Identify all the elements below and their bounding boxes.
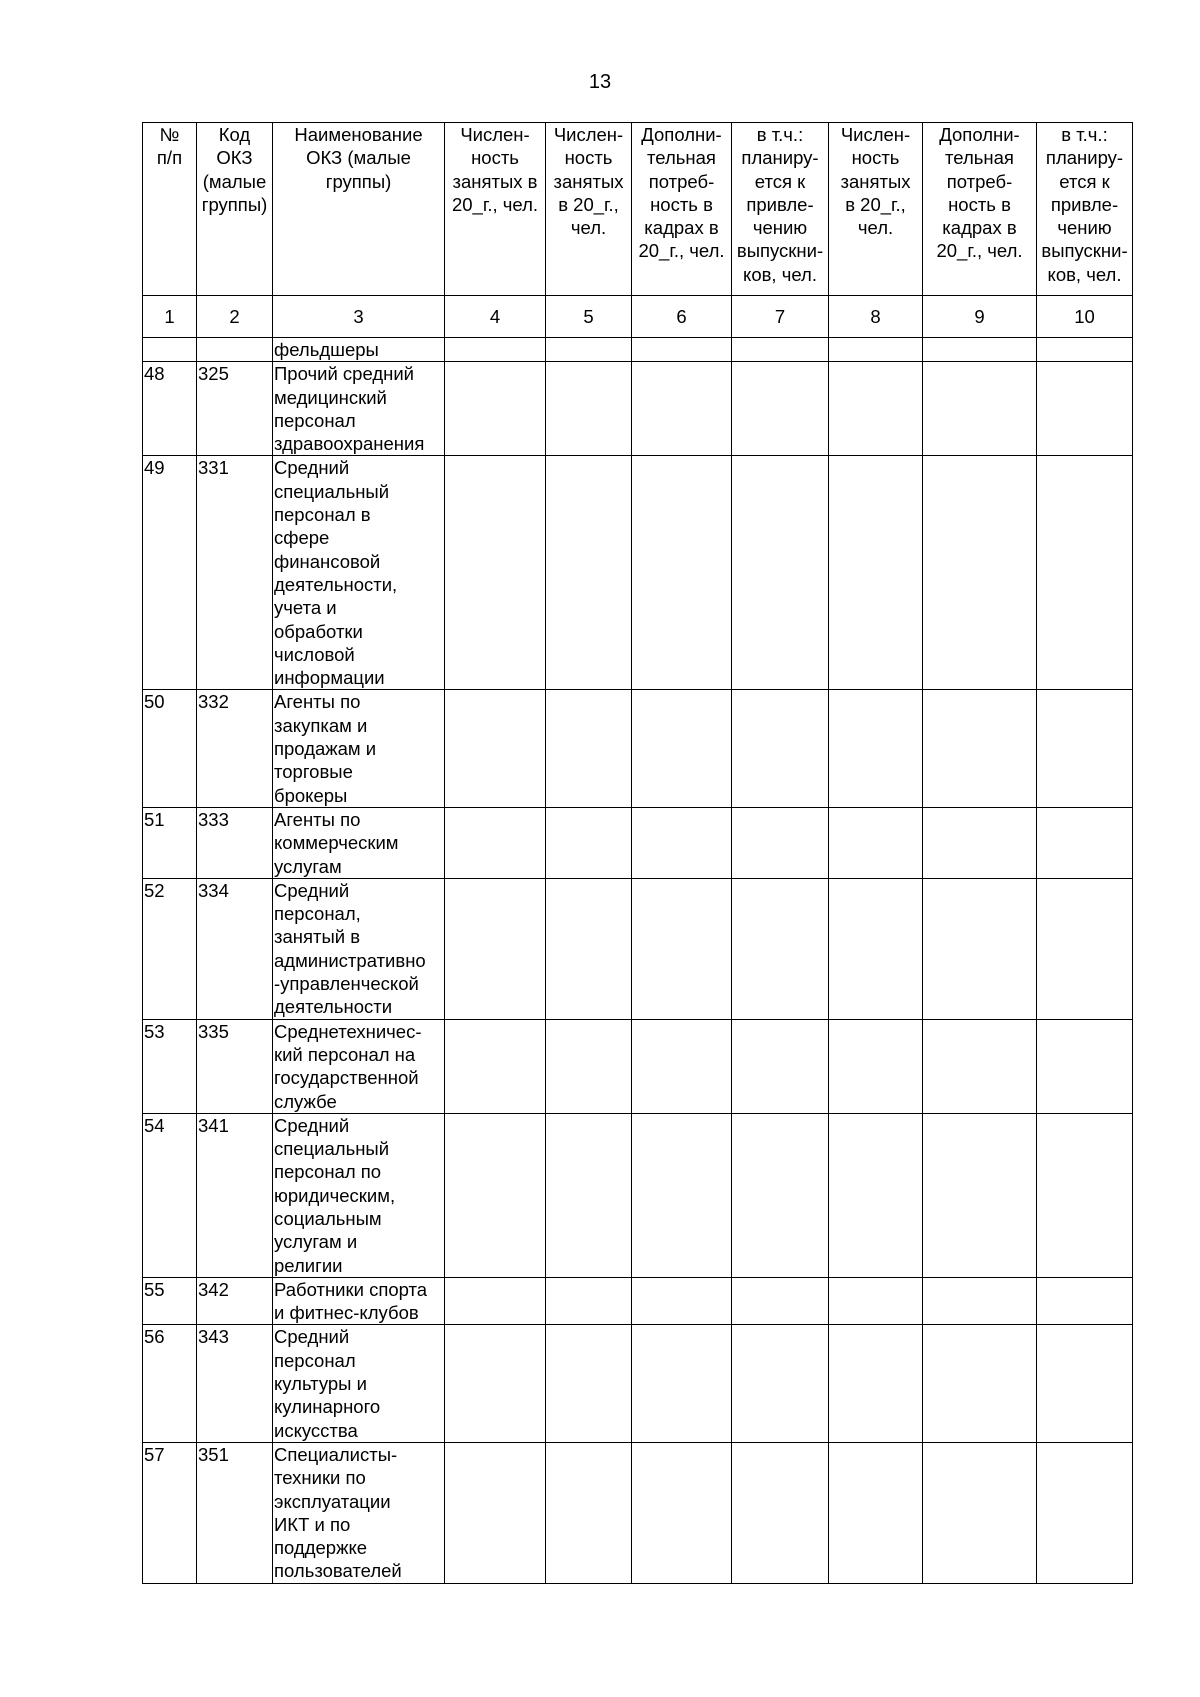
empty-cell <box>1037 362 1133 456</box>
empty-cell <box>732 1325 829 1442</box>
column-number: 7 <box>732 296 829 338</box>
header-cell: Дополни- тельная потреб- ность в кадрах в 20_г., чел. <box>632 123 732 296</box>
empty-cell <box>445 362 546 456</box>
okz-code: 335 <box>197 1019 273 1113</box>
empty-cell <box>546 878 632 1019</box>
column-number: 3 <box>273 296 445 338</box>
table-body <box>143 338 1133 1584</box>
empty-cell <box>632 456 732 690</box>
header-cell: Наименование ОКЗ (малые группы) <box>273 123 445 296</box>
empty-cell <box>546 1277 632 1325</box>
empty-cell <box>445 807 546 878</box>
header-cell: Числен- ность занятых в 20_г., чел. <box>445 123 546 296</box>
group-name: Среднетехничес- кий персонал на государственной службе <box>273 1019 445 1113</box>
okz-code: 333 <box>197 807 273 878</box>
table-row <box>143 1113 1133 1277</box>
column-number: 2 <box>197 296 273 338</box>
empty-cell <box>923 1277 1037 1325</box>
empty-cell <box>445 1113 546 1277</box>
empty-cell <box>829 456 923 690</box>
empty-cell <box>923 456 1037 690</box>
empty-cell <box>732 690 829 807</box>
empty-cell <box>632 1325 732 1442</box>
empty-cell <box>632 878 732 1019</box>
empty-cell <box>445 690 546 807</box>
row-number: 50 <box>143 690 197 807</box>
row-number: 56 <box>143 1325 197 1442</box>
column-number: 4 <box>445 296 546 338</box>
column-number: 8 <box>829 296 923 338</box>
empty-cell <box>732 1442 829 1583</box>
empty-cell <box>1037 1113 1133 1277</box>
empty-cell <box>829 1277 923 1325</box>
empty-cell <box>732 362 829 456</box>
empty-cell <box>732 338 829 362</box>
okz-code: 341 <box>197 1113 273 1277</box>
empty-cell <box>546 1325 632 1442</box>
header-cell: в т.ч.: планиру- ется к привле- чению выпускни- ков, чел. <box>732 123 829 296</box>
empty-cell <box>546 362 632 456</box>
okz-code: 325 <box>197 362 273 456</box>
row-number: 53 <box>143 1019 197 1113</box>
column-number: 5 <box>546 296 632 338</box>
empty-cell <box>732 1113 829 1277</box>
empty-cell <box>732 878 829 1019</box>
empty-cell <box>1037 456 1133 690</box>
empty-cell <box>1037 1019 1133 1113</box>
empty-cell <box>546 690 632 807</box>
empty-cell <box>923 878 1037 1019</box>
empty-cell <box>923 690 1037 807</box>
empty-cell <box>923 362 1037 456</box>
group-name: Специалисты- техники по эксплуатации ИКТ и по поддержке пользователей <box>273 1442 445 1583</box>
empty-cell <box>829 807 923 878</box>
table-row <box>143 456 1133 690</box>
okz-code: 342 <box>197 1277 273 1325</box>
table-row <box>143 1019 1133 1113</box>
row-number: 48 <box>143 362 197 456</box>
row-number: 57 <box>143 1442 197 1583</box>
empty-cell <box>732 1277 829 1325</box>
row-number: 55 <box>143 1277 197 1325</box>
group-name: Агенты по закупкам и продажам и торговые брокеры <box>273 690 445 807</box>
group-name: Средний специальный персонал по юридическим, социальным услугам и религии <box>273 1113 445 1277</box>
empty-cell <box>1037 878 1133 1019</box>
table-row <box>143 362 1133 456</box>
empty-cell <box>445 1019 546 1113</box>
empty-cell <box>829 1019 923 1113</box>
empty-cell <box>1037 690 1133 807</box>
header-cell: Код ОКЗ (малые группы) <box>197 123 273 296</box>
empty-cell <box>1037 1325 1133 1442</box>
group-name: Средний персонал культуры и кулинарного искусства <box>273 1325 445 1442</box>
column-number: 1 <box>143 296 197 338</box>
table-row <box>143 690 1133 807</box>
empty-cell <box>1037 1277 1133 1325</box>
empty-cell <box>445 1277 546 1325</box>
empty-cell <box>1037 338 1133 362</box>
empty-cell <box>445 1442 546 1583</box>
empty-cell <box>732 807 829 878</box>
empty-cell <box>632 1442 732 1583</box>
okz-code: 331 <box>197 456 273 690</box>
empty-cell <box>829 1325 923 1442</box>
group-name: Средний персонал, занятый в административно -управленческой деятельности <box>273 878 445 1019</box>
header-row <box>143 123 1133 296</box>
row-number: 52 <box>143 878 197 1019</box>
empty-cell <box>923 1325 1037 1442</box>
group-name: Агенты по коммерческим услугам <box>273 807 445 878</box>
empty-cell <box>546 1019 632 1113</box>
empty-cell <box>632 362 732 456</box>
okz-code: 351 <box>197 1442 273 1583</box>
empty-cell <box>829 1113 923 1277</box>
empty-cell <box>445 338 546 362</box>
empty-cell <box>546 807 632 878</box>
group-name: Прочий средний медицинский персонал здравоохранения <box>273 362 445 456</box>
empty-cell <box>923 1113 1037 1277</box>
empty-cell <box>829 362 923 456</box>
empty-cell <box>1037 807 1133 878</box>
empty-cell <box>829 338 923 362</box>
column-number-row <box>143 296 1133 338</box>
header-cell: в т.ч.: планиру- ется к привле- чению выпускни- ков, чел. <box>1037 123 1133 296</box>
table-row <box>143 878 1133 1019</box>
empty-cell <box>546 456 632 690</box>
group-name: фельдшеры <box>273 338 445 362</box>
column-number: 10 <box>1037 296 1133 338</box>
empty-cell <box>732 456 829 690</box>
header-cell: Дополни- тельная потреб- ность в кадрах в 20_г., чел. <box>923 123 1037 296</box>
header-cell: Числен- ность занятых в 20_г., чел. <box>829 123 923 296</box>
table-row <box>143 338 1133 362</box>
column-number: 9 <box>923 296 1037 338</box>
empty-cell <box>632 1113 732 1277</box>
row-number: 49 <box>143 456 197 690</box>
group-name: Работники спорта и фитнес-клубов <box>273 1277 445 1325</box>
group-name: Средний специальный персонал в сфере финансовой деятельности, учета и обработки числовой информации <box>273 456 445 690</box>
empty-cell <box>546 1113 632 1277</box>
occupation-table <box>142 122 1133 1584</box>
empty-cell <box>546 338 632 362</box>
page-number: 13 <box>588 71 612 93</box>
okz-code: 332 <box>197 690 273 807</box>
okz-code <box>197 338 273 362</box>
empty-cell <box>546 1442 632 1583</box>
column-number: 6 <box>632 296 732 338</box>
empty-cell <box>445 456 546 690</box>
empty-cell <box>829 690 923 807</box>
table-row <box>143 1277 1133 1325</box>
empty-cell <box>923 1019 1037 1113</box>
empty-cell <box>632 690 732 807</box>
okz-code: 334 <box>197 878 273 1019</box>
empty-cell <box>445 1325 546 1442</box>
empty-cell <box>632 1019 732 1113</box>
header-cell: № п/п <box>143 123 197 296</box>
empty-cell <box>632 807 732 878</box>
header-cell: Числен- ность занятых в 20_г., чел. <box>546 123 632 296</box>
empty-cell <box>445 878 546 1019</box>
row-number: 51 <box>143 807 197 878</box>
empty-cell <box>923 1442 1037 1583</box>
empty-cell <box>632 1277 732 1325</box>
empty-cell <box>923 338 1037 362</box>
row-number <box>143 338 197 362</box>
empty-cell <box>1037 1442 1133 1583</box>
empty-cell <box>632 338 732 362</box>
okz-code: 343 <box>197 1325 273 1442</box>
table-row <box>143 1442 1133 1583</box>
row-number: 54 <box>143 1113 197 1277</box>
empty-cell <box>829 878 923 1019</box>
table-row <box>143 1325 1133 1442</box>
empty-cell <box>923 807 1037 878</box>
empty-cell <box>829 1442 923 1583</box>
empty-cell <box>732 1019 829 1113</box>
table-row <box>143 807 1133 878</box>
